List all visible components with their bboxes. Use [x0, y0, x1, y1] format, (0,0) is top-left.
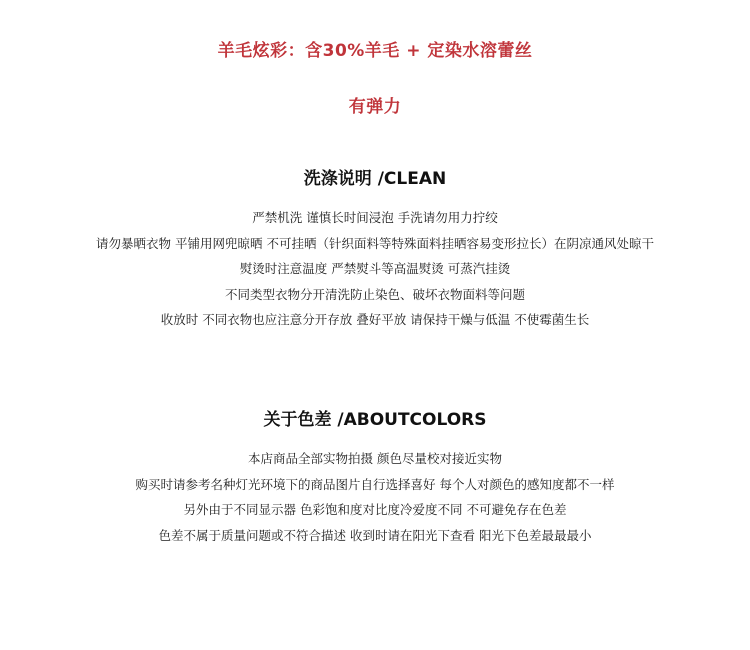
color-note-line: 本店商品全部实物拍摄 颜色尽量校对接近实物 — [248, 451, 502, 466]
colors-section-title: 关于色差 /ABOUTCOLORS — [263, 410, 487, 430]
color-notes-list — [0, 446, 750, 548]
washing-instruction-line: 不同类型衣物分开清洗防止染色、破坏衣物面料等问题 — [224, 286, 525, 302]
feature-headline: 有弹力 — [348, 97, 402, 117]
washing-instructions-list — [0, 205, 750, 333]
washing-instruction-line: 收放时 不同衣物也应注意分开存放 叠好平放 请保持干燥与低温 不使霉菌生长 — [160, 312, 590, 327]
washing-instruction-line: 严禁机洗 谨慎长时间浸泡 手洗请勿用力拧绞 — [252, 210, 498, 225]
washing-section-title: 洗涤说明 /CLEAN — [303, 169, 447, 189]
color-note-line: 购买时请参考名种灯光环境下的商品图片自行选择喜好 每个人对颜色的感知度都不一样 — [135, 476, 615, 492]
washing-instruction-line: 请勿暴晒衣物 平铺用网兜晾晒 不可挂晒（针织面料等特殊面料挂晒容易变形拉长）在阴凉通风处晾干 — [96, 235, 654, 251]
color-note-line: 色差不属于质量问题或不符合描述 收到时请在阳光下查看 阳光下色差最最最小 — [158, 527, 592, 543]
washing-instruction-line: 熨烫时注意温度 严禁熨斗等高温熨烫 可蒸汽挂烫 — [239, 261, 511, 276]
material-headline: 羊毛炫彩：含30%羊毛 + 定染水溶蕾丝 — [217, 41, 533, 61]
color-note-line: 另外由于不同显示器 色彩饱和度对比度冷爱度不同 不可避免存在色差 — [183, 502, 567, 517]
